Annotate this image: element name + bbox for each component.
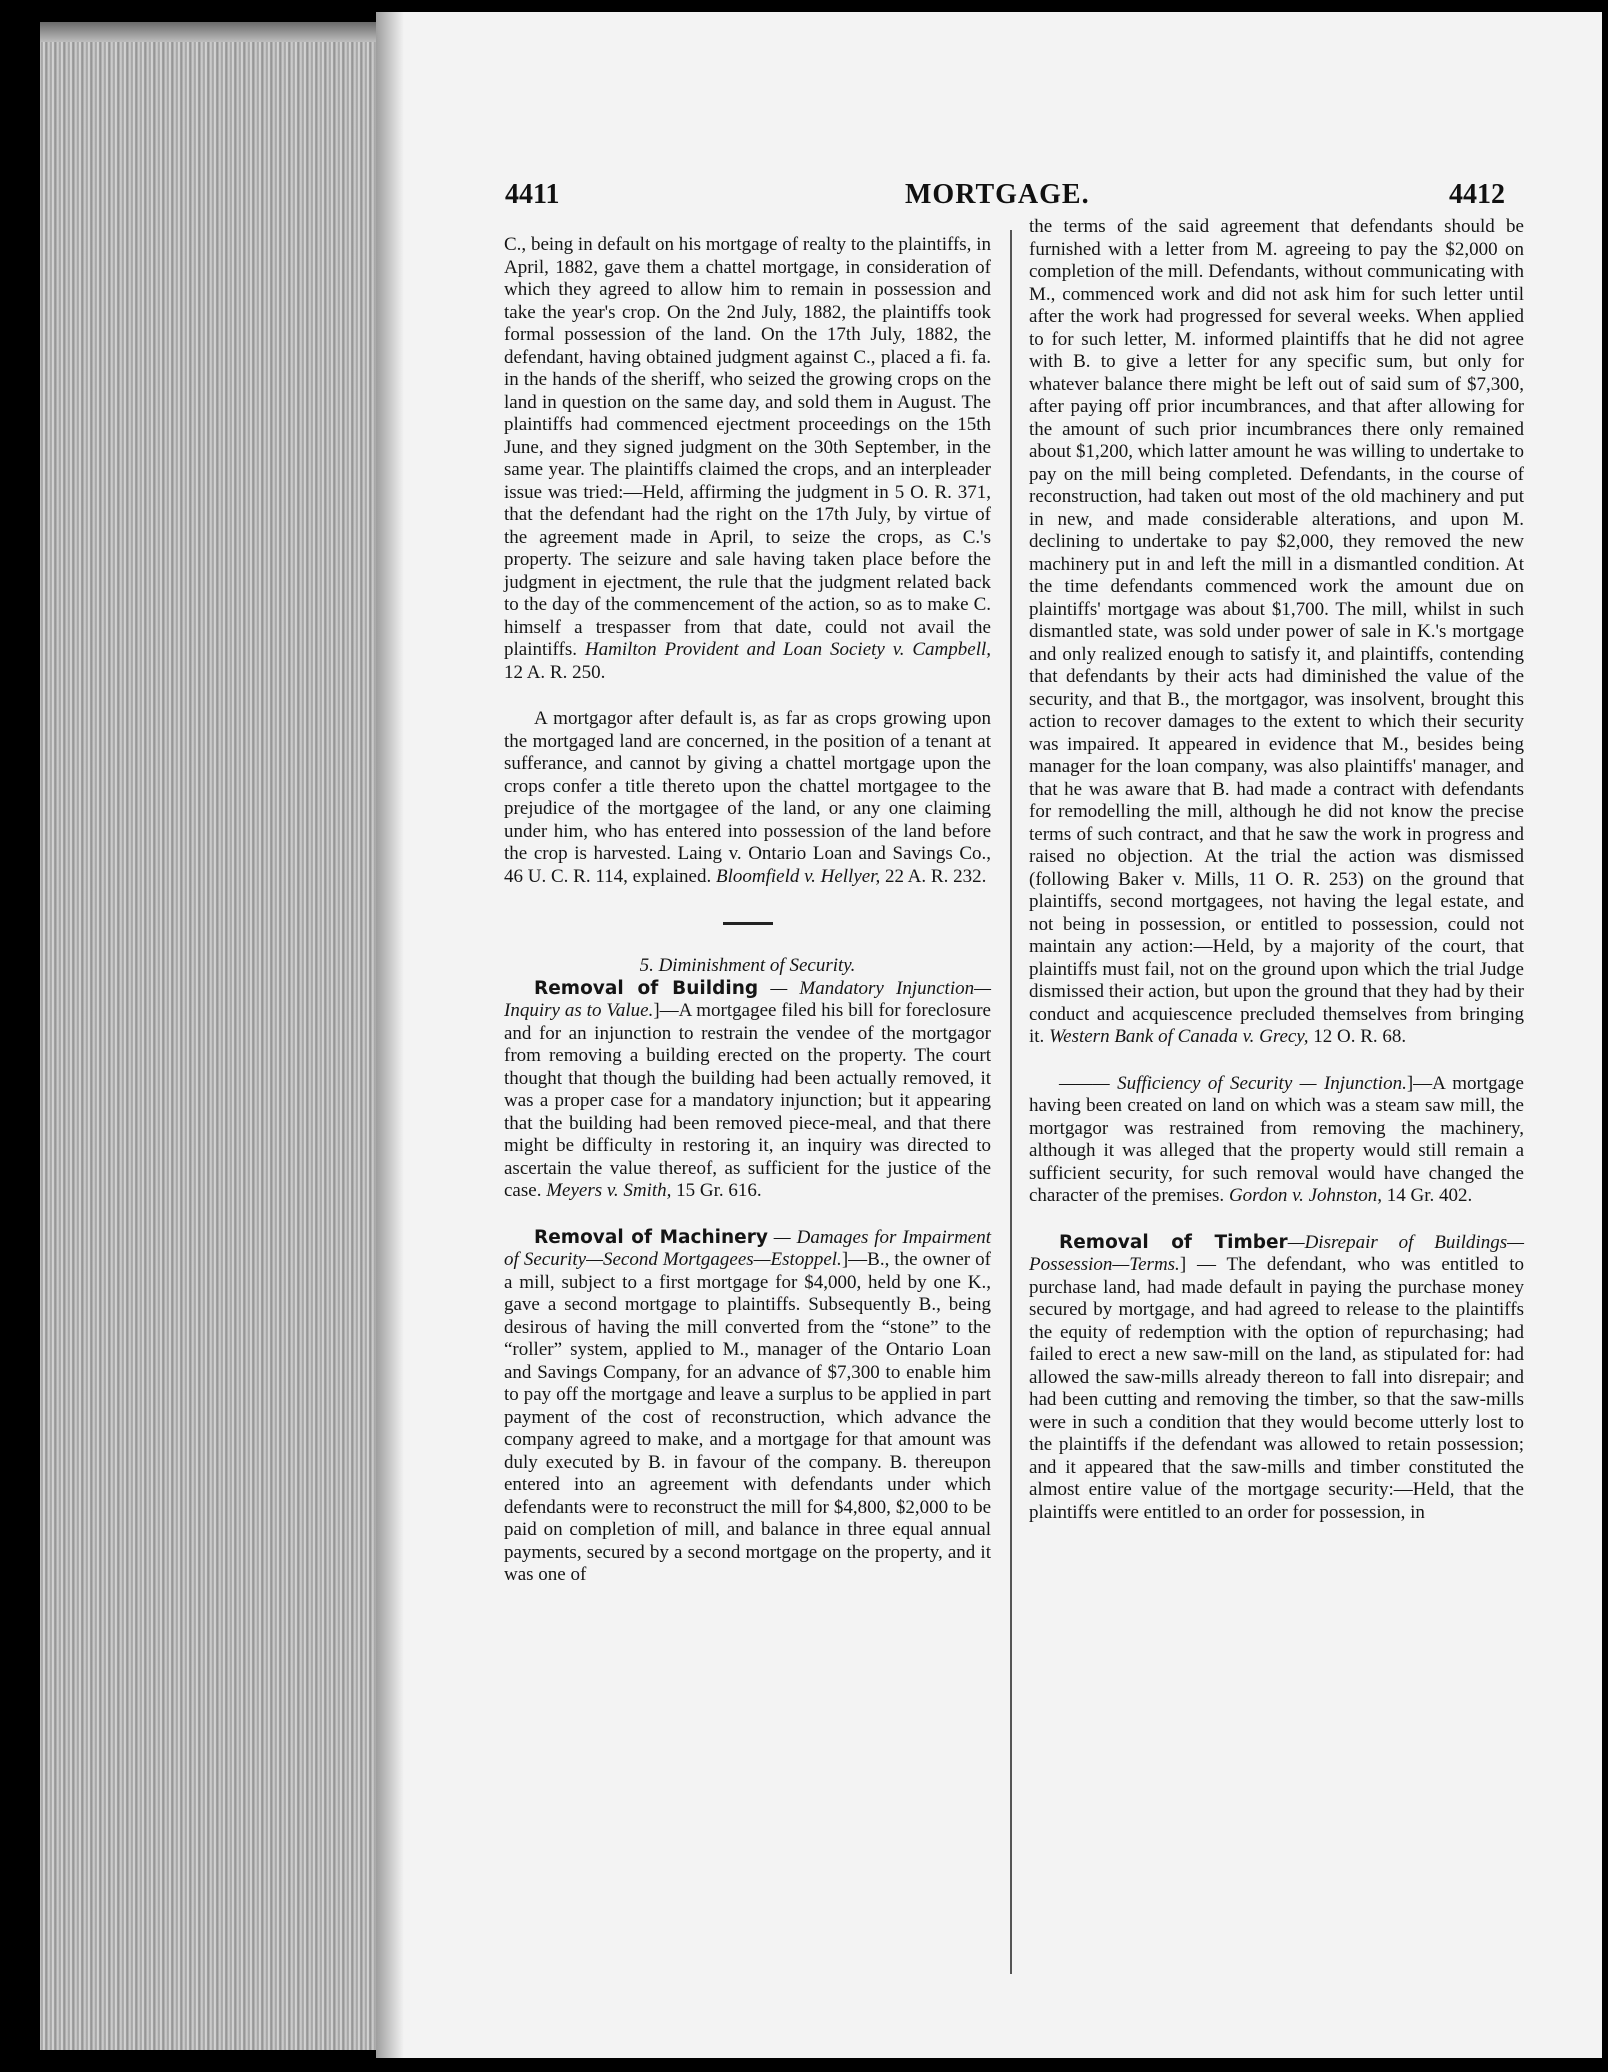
paragraph: Removal of Timber—Disrepair of Buildings—Possession—Terms.] — The defendant, who was entitled to purchase land, had made default in paying the purchase money secured by mortgage, and had agreed to release to the plaintiffs the equity of redemption with the option of repurchasing; had failed to erect a new saw-mill on the land, as stipulated for: had allowed the saw-mills already thereon to fall into disrepair; and had been cutting and removing the timber, so that the saw-mills were in such a condition that they would become utterly lost to the plaintiffs if the defendant was allowed to retain possession; and it appeared that the saw-mills and timber constituted the almost entire value of the mortgage security:—Held, that the plaintiffs were entitled to an order for possession, in bbox=[1029, 1231, 1524, 1523]
column-rule bbox=[1010, 230, 1012, 1974]
paragraph: Removal of Building — Mandatory Injunction—Inquiry as to Value.]—A mortgagee filed his bill for foreclosure and for an injunction to restrain the vendee of the mortgagor from removing a building erected on the property. The court thought that though the building had been actually removed, it was a proper case for a mandatory injunction; but it appearing that the building had been removed piece-meal, and that there might be difficulty in restoring it, an inquiry was directed to ascertain the value thereof, as sufficient for the justice of the case. Meyers v. Smith, 15 Gr. 616. bbox=[504, 977, 991, 1201]
entry-subheading: — Mandatory Injunction—Inquiry as to Value. bbox=[504, 977, 991, 1021]
paragraph: C., being in default on his mortgage of realty to the plaintiffs, in April, 1882, gave them a chattel mortgage, in consideration of which they agreed to allow him to remain in possession and take the year's crop. On the 2nd July, 1882, the plaintiffs took formal possession of the land. On the 17th July, 1882, the defendant, having obtained judgment against C., placed a fi. fa. in the hands of the sheriff, who seized the growing crops on the land in question on the same day, and sold them in August. The plaintiffs had commenced ejectment proceedings on the 15th June, and they signed judgment on the 30th September, in the same year. The plaintiffs claimed the crops, and an interpleader issue was tried:—Held, affirming the judgment in 5 O. R. 371, that the defendant had the right on the 17th July, by virtue of the agreement made in April, to seize the crops, as C.'s property. The seizure and sale having taken place before the judgment in ejectment, the rule that the judgment related back to the day of the commencement of the action, so as to make C. himself a trespasser from that date, could not avail the plaintiffs. Hamilton Provident and Loan Society v. Campbell, 12 A. R. 250. bbox=[504, 234, 991, 683]
paragraph: the terms of the said agreement that defendants should be furnished with a letter from M. agreeing to pay the $2,000 on completion of the mill. Defendants, without communicating with M., commenced work and did not ask him for such letter until after the work had progressed for several weeks. When applied to for such letter, M. informed plaintiffs that he did not agree with B. to give a letter for any specific sum, but only for whatever balance there might be left out of said sum of $7,300, after paying off prior incumbrances, and that after allowing for the amount of such prior incumbrances there only remained about $1,200, which latter amount he was willing to undertake to pay on the mill being completed. Defendants, in the course of reconstruction, had taken out most of the old machinery and put in new, and made considerable alterations, and upon M. declining to undertake to pay $2,000, they removed the new machinery put in and left the mill in a dismantled condition. At the time defendants commenced work the amount due on plaintiffs' mortgage was about $1,700. The mill, whilst in such dismantled state, was sold under power of sale in K.'s mortgage and only realized enough to satisfy it, and plaintiffs, contending that defendants by their acts had diminished the value of the security, and that B., the mortgagor, was insolvent, brought this action to recover damages to the extent to which their security was impaired. It appeared in evidence that M., besides being manager for the loan company, was also plaintiffs' manager, and that he was aware that B. had made a contract with defendants for remodelling the mill, although he did not know the precise terms of such contract, and that he saw the work in progress and raised no objection. At the trial the action was dismissed (following Baker v. Mills, 11 O. R. 253) on the ground that plaintiffs, second mortgagees, not having the legal estate, and not being in possession, or entitled to possession, could not maintain any action:—Held, by a majority of the court, that plaintiffs must fail, not on the ground upon which the trial Judge dismissed their action, but upon the ground that they had by their conduct and acquiescence precluded themselves from bringing it. Western Bank of Canada v. Grecy, 12 O. R. 68. bbox=[1029, 216, 1524, 1047]
entry-heading: Removal of Machinery bbox=[534, 1226, 768, 1248]
right-column bbox=[1029, 216, 1524, 1524]
entry-heading: Removal of Timber bbox=[1059, 1231, 1288, 1253]
page-gutter-shadow bbox=[376, 12, 404, 2058]
case-citation: Bloomfield v. Hellyer, bbox=[715, 865, 881, 887]
left-page-number: 4411 bbox=[505, 179, 560, 210]
book-page-edges bbox=[40, 22, 380, 2050]
running-title: MORTGAGE. bbox=[905, 179, 1090, 210]
paragraph: A mortgagor after default is, as far as crops growing upon the mortgaged land are concerned, in the position of a tenant at sufferance, and cannot by giving a chattel mortgage upon the crops confer a title thereto upon the chattel mortgagee to the prejudice of the mortgagee of the land, or any one claiming under him, who has entered into possession of the land before the crop is harvested. Laing v. Ontario Loan and Savings Co., 46 U. C. R. 114, explained. Bloomfield v. Hellyer, 22 A. R. 232. bbox=[504, 708, 991, 887]
section-divider bbox=[723, 922, 773, 925]
case-citation: Western Bank of Canada v. Grecy, bbox=[1049, 1026, 1309, 1047]
case-citation: Gordon v. Johnston, bbox=[1228, 1185, 1382, 1206]
book-edge-shadow bbox=[40, 22, 380, 42]
entry-subheading: —Disrepair of Buildings—Possession—Terms. bbox=[1029, 1231, 1524, 1275]
entry-heading: Removal of Building bbox=[534, 977, 759, 999]
paragraph: ——— Sufficiency of Security — Injunction.]—A mortgage having been created on land on which was a steam saw mill, the mortgagor was restrained from removing the machinery, although it was alleged that the property would still remain a sufficient security, for such removal would have changed the character of the premises. Gordon v. Johnston, 14 Gr. 402. bbox=[1029, 1072, 1524, 1206]
right-page-number: 4412 bbox=[1449, 179, 1505, 210]
paragraph: Removal of Machinery — Damages for Impairment of Security—Second Mortgagees—Estoppel.]—B., the owner of a mill, subject to a first mortgage for $4,000, held by one K., gave a second mortgage to plaintiffs. Subsequently B., being desirous of having the mill converted from the “stone” to the “roller” system, applied to M., manager of the Ontario Loan and Savings Company, for an advance of $7,300 to enable him to pay off the mortgage and leave a surplus to be applied in part payment of the cost of reconstruction, which advance the company agreed to make, and a mortgage for that amount was duly executed by B. in favour of the company. B. thereupon entered into an agreement with defendants under which defendants were to reconstruct the mill for $4,800, $2,000 to be paid on completion of mill, and balance in three equal annual payments, secured by a second mortgage on the property, and it was one of bbox=[504, 1226, 992, 1585]
page-header bbox=[505, 179, 1505, 215]
case-citation: Hamilton Provident and Loan Society v. Campbell, bbox=[584, 639, 991, 660]
left-column bbox=[504, 234, 991, 1587]
section-heading: 5. Diminishment of Security. bbox=[639, 955, 856, 976]
book-page bbox=[376, 12, 1602, 2058]
case-citation: Meyers v. Smith, bbox=[546, 1180, 672, 1201]
entry-subheading: — Damages for Impairment of Security—Second Mortgagees—Estoppel. bbox=[504, 1226, 991, 1270]
entry-subheading: ——— Sufficiency of Security — Injunction. bbox=[1059, 1072, 1407, 1094]
